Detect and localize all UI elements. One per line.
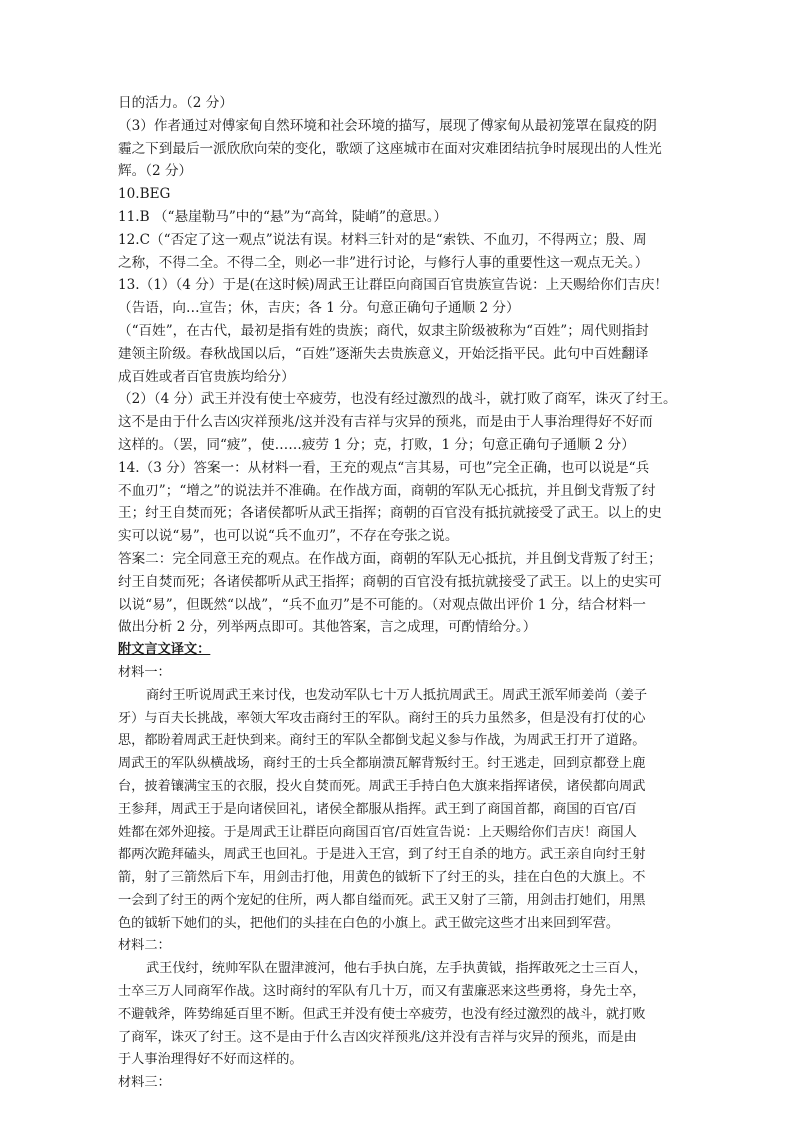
material-1-line: 思，都盼着周武王赶快到来。商纣王的军队全都倒戈起义参与作战，为周武王打开了道路。: [118, 733, 646, 749]
material-1-line: 商纣王听说周武王来讨伐，也发动军队七十万人抵抗周武王。周武王派军师姜尚（姜子: [146, 687, 648, 703]
answer-line: 10.BEG: [118, 186, 171, 203]
material-1-line: 色的钺斩下她们的头，把他们的头挂在白色的小旗上。武王做完这些才出来回到军营。: [118, 915, 620, 931]
material-2-line: 士卒三万人同商军作战。这时商纣的军队有几十万，而又有蜚廉恶来这些勇将，身先士卒，: [118, 984, 646, 1000]
answer-line: 12.C（“否定了这一观点”说法有误。材料三针对的是“索铁、不血刃，不得两立；殷、周: [118, 231, 647, 248]
answer-line: （2）（4 分）武王并没有使士卒疲劳，也没有经过激烈的战斗，就打败了商军，诛灭了纣王。: [118, 391, 677, 408]
material-1-title: 材料一：: [118, 664, 171, 680]
material-2-title: 材料二：: [118, 938, 171, 954]
material-1-line: 箭，射了三箭然后下车，用剑击打他，用黄色的钺斩下了纣王的头，挂在白色的大旗上。不: [118, 870, 646, 886]
document-body: [118, 92, 698, 1095]
answer-line: 13.（1）（4 分）于是(在这时候)周武王让群臣向商国百官贵族宣告说：上天赐给你们吉庆！: [118, 277, 669, 294]
answer-line: 11.B （“悬崖勒马”中的“悬”为“高耸，陡峭”的意思。）: [118, 208, 448, 225]
material-1-line: 周武王的军队纵横战场，商纣王的士兵全都崩溃瓦解背叛纣王。纣王逃走，回到京都登上鹿: [118, 756, 646, 772]
material-2-line: 不避戟斧，阵势绵延百里不断。但武王并没有使士卒疲劳，也没有经过激烈的战斗，就打败: [118, 1006, 646, 1022]
material-1-line: 台，披着镶满宝玉的衣服，投火自焚而死。周武王手持白色大旗来指挥诸侯，诸侯都向周武: [118, 778, 646, 794]
answer-line: 日的活力。（2 分）: [118, 95, 233, 111]
translation-section: [118, 639, 698, 1095]
material-3-title: 材料三：: [118, 1075, 171, 1091]
material-1-line: 一会到了纣王的两个宠妃的住所，两人都自缢而死。武王又射了三箭，用剑击打她们，用黑: [118, 892, 646, 908]
material-1-line: 王参拜，周武王于是向诸侯回礼，诸侯全都服从指挥。武王到了商国首都，商国的百官/百: [118, 801, 637, 817]
material-1-line: 姓都在郊外迎接。于是周武王让群臣向商国百官/百姓宣告说：上天赐给你们吉庆！商国人: [118, 824, 637, 840]
answer-line: 王；纣王自焚而死；各诸侯都听从武王指挥；商朝的百官没有抵抗就接受了武王。以上的史: [118, 505, 662, 522]
answer-line: 霾之下到最后一派欣欣向荣的变化，歌颂了这座城市在面对灾难团结抗争时展现出的人性光: [118, 140, 662, 157]
material-2-line: 了商军，诛灭了纣王。这不是由于什么吉凶灾祥预兆/这并没有吉祥与灾异的预兆，而是由: [118, 1029, 637, 1045]
answer-line: 做出分析 2 分，列举两点即可。其他答案，言之成理，可酌情给分。）: [118, 619, 537, 636]
material-1-line: 都两次跪拜磕头，周武王也回礼。于是进入王宫，到了纣王自杀的地方。武王亲自向纣王射: [118, 847, 646, 863]
answer-line: 成百姓或者百官贵族均给分）: [118, 368, 295, 385]
answer-line: 答案二：完全同意王充的观点。在作战方面，商朝的军队无心抵抗，并且倒戈背叛了纣王；: [118, 550, 662, 567]
material-2-line: 于人事治理得好不好而这样的。: [118, 1052, 303, 1068]
answer-line: （“百姓”，在古代，最初是指有姓的贵族；商代，奴隶主阶级被称为“百姓”；周代则指封: [118, 322, 649, 339]
answer-line: 之称，不得二全。不得二全，则必一非”进行讨论，与修行人事的重要性这一观点无关。）: [118, 254, 649, 271]
answer-line: 辉。（2 分）: [118, 163, 193, 180]
answer-section: [118, 92, 698, 639]
translation-heading: 附文言文译文：: [118, 642, 211, 658]
material-1-line: 牙）与百夫长挑战，率领大军攻击商纣王的军队。商纣王的兵力虽然多，但是没有打仗的心: [118, 710, 646, 726]
answer-line: 这不是由于什么吉凶灾祥预兆/这并没有吉祥与灾异的预兆，而是由于人事治理得好不好而: [118, 414, 653, 431]
answer-line: 14.（3 分）答案一：从材料一看，王充的观点“言其易，可也”完全正确，也可以说是“兵: [118, 459, 650, 476]
answer-line: （3）作者通过对傅家甸自然环境和社会环境的描写，展现了傅家甸从最初笼罩在鼠疫的阴: [118, 117, 657, 134]
answer-line: 实可以说“易”，也可以说“兵不血刃”，不存在夸张之说。: [118, 528, 459, 545]
material-2-line: 武王伐纣，统帅军队在盟津渡河，他右手执白旄，左手执黄钺，指挥敢死之士三百人，: [146, 961, 648, 977]
answer-line: 纣王自焚而死；各诸侯都听从武王指挥；商朝的百官没有抵抗就接受了武王。以上的史实可: [118, 573, 662, 590]
answer-line: 这样的。（罢，同“疲”，使……疲劳 1 分；克，打败，1 分；句意正确句子通顺 2 分）: [118, 436, 635, 453]
answer-line: 建领主阶级。春秋战国以后，“百姓”逐渐失去贵族意义，开始泛指平民。此句中百姓翻译: [118, 345, 649, 362]
answer-line: （告语，向…宣告；休，吉庆；各 1 分。句意正确句子通顺 2 分）: [118, 300, 520, 317]
answer-line: 不血刃”；“增之”的说法并不准确。在作战方面，商朝的军队无心抵抗，并且倒戈背叛了纣: [118, 482, 656, 499]
answer-line: 以说“易”，但既然“以战”，“兵不血刃”是不可能的。（对观点做出评价 1 分，结合材料一: [118, 596, 646, 613]
